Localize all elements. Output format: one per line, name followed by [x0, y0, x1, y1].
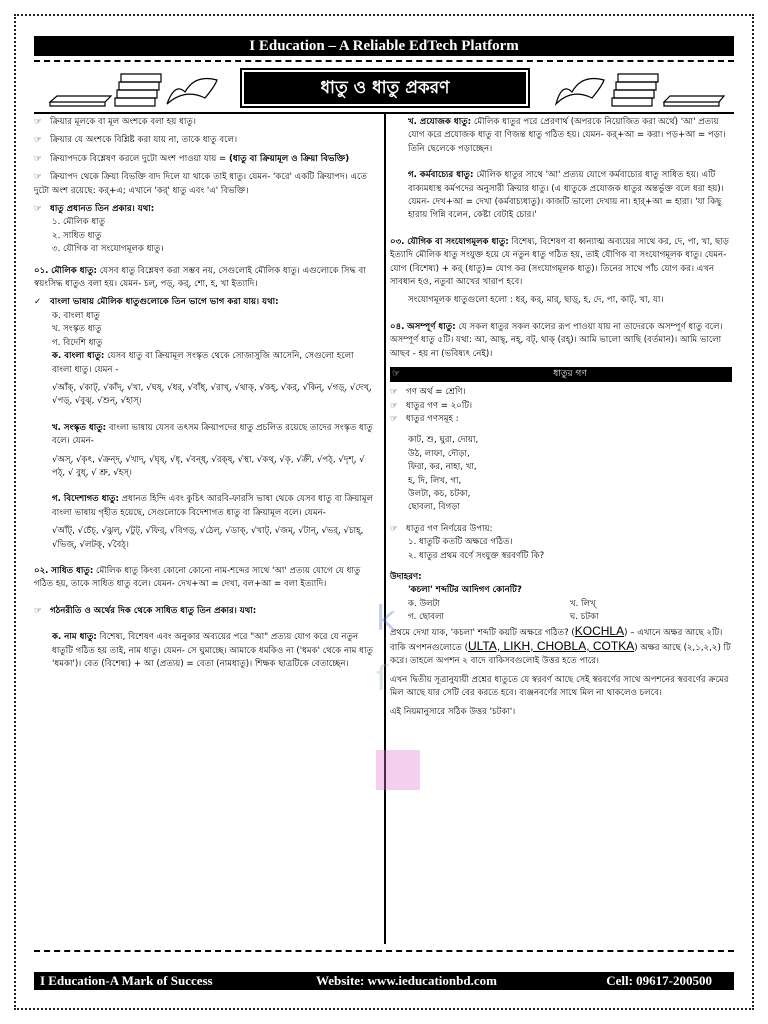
left-column: [34, 116, 376, 676]
text: প্রধানত হিন্দি এবং কুচিৎ আরবি-ফারসি ভাষা থেকে যেসব ধাতু বা ক্রিয়ামূল বাংলা ভাষায় গৃহীত হয়েছে, সেগুলোকে বিদেশাগত ধাতু বা ক্রিয়ামূল বলে। যেমন-: [52, 494, 374, 518]
list-item: গ. বিদেশি ধাতু: [52, 337, 103, 348]
list-item: ১. মৌলিক ধাতু: [52, 217, 106, 228]
pointer-hand-icon: ☞: [34, 172, 42, 183]
section-number: ০৪.: [390, 321, 405, 332]
check-mark-icon: ✓: [34, 297, 42, 308]
text: মৌলিক ধাতুর সাথে 'আ' প্রত্যয় যোগে কর্মবাচ্যের ধাতু সাধিত হয়। এটি বাক্যমধ্যস্থ কর্মপদের অনুসারী ক্রিয়ার ধাতু। (এ ধাতুকে প্রযোজক ধাতুর অন্তর্ভুক্ত বলে ধরা হয়)। যেমন- দেখ+আ = দেখা (কর্মবাচ্যধাতু)। কাজটি ভালো দেখায় না। হার্‌+আ = হারা। 'যা কিছু হারায় গিন্নি বলেন, কেষ্টা বেটাই চোর।': [408, 170, 724, 221]
options-row: [390, 611, 732, 624]
list-item: ছোবলা, বিগড়া: [408, 502, 460, 513]
column-divider: [384, 114, 386, 944]
books-icon: [552, 68, 727, 108]
text: ধাতু প্রধানত তিন প্রকার। যথা:: [50, 204, 155, 215]
section-heading: ক. নাম ধাতু:: [52, 632, 97, 643]
text: ULTA, LIKH, CHOBLA, COTKA: [467, 639, 635, 653]
section-heading: ক. বাংলা ধাতু:: [52, 351, 105, 362]
list-item: উঠ, লাফা, দৌড়া,: [408, 448, 470, 459]
text: ধাতুর গণ = ২০টি।: [406, 400, 473, 411]
section-number: ০২.: [34, 565, 49, 576]
footer-brand: I Education-A Mark of Success: [40, 973, 213, 988]
text: (ধাতু বা ক্রিয়ামূল ও ক্রিয়া বিভক্তি): [228, 153, 350, 164]
text: KOCHLA: [574, 623, 625, 638]
pointer-hand-icon: ☞: [392, 369, 401, 380]
text: ধাতুর গণসমূহ :: [406, 413, 459, 424]
list-item: কাট, শু, ঘুরা, দোয়া,: [408, 435, 479, 446]
section-heading: খ. প্রযোজক ধাতু:: [408, 117, 472, 127]
pointer-hand-icon: ☞: [390, 387, 398, 398]
text: ধাতুর গণ নির্ণয়ের উপায়:: [406, 523, 493, 534]
section-number: ০৩.: [390, 236, 405, 247]
section-heading: গ. কর্মবাচ্যের ধাতু:: [408, 170, 474, 181]
option: ঘ. চটকা: [570, 612, 599, 623]
example-label: উদাহরণ:: [390, 571, 422, 582]
text: ক্রিয়ার মূলকে বা মূল অংশকে বলা হয় ধাতু।: [50, 117, 196, 127]
text: সংযোগমূলক ধাতুগুলো হলো : ধর্‌, কর্‌, মার্‌, ছাড়্‌, হ, দে, পা, কাট্‌, খা, যা।: [408, 295, 664, 306]
section-heading: খ. সংস্কৃত ধাতু:: [52, 422, 107, 433]
pointer-hand-icon: ☞: [34, 605, 42, 616]
divider: [34, 60, 734, 62]
footer-cell: Cell: 09617-200500: [606, 973, 712, 988]
text: মৌলিক ধাতুর পরে প্রেরণার্থ (অপরকে নিয়োজিত করা অর্থে) 'আ' প্রত্যয় যোগ করে প্রযোজক ধাতু বা ণিজন্ত ধাতু গঠিত হয়। যেমন- কর্‌+আ = করা। পড়+আ = পড়া। তিনি ছেলেকে পড়াচ্ছেন।: [408, 117, 726, 154]
svg-text:ſ: ſ: [376, 659, 388, 699]
text: বিশেষ্য, বিশেষণ এবং অনুকার অব্যয়ের পরে "আ" প্রত্যয় যোগ করে যে নতুন ধাতুটি গঠিত হয় তাই, নাম ধাতু। যেমন- সে ঘুমাচ্ছে। আমাকে ধমকিও না ('ধমক' থেকে নাম ধাতু 'ধমকা')। বেত (বিশেষ্য) + আ (প্রত্যয়) = বেতা (নামধাতু)। শিক্ষক ছাত্রটিকে বেতাচ্ছেন।: [52, 632, 373, 669]
section-bar-title: ধাতুর গণ: [553, 369, 587, 380]
list-item: ৩. যৌগিক বা সংযোগমূলক ধাতু।: [52, 244, 164, 255]
question: 'কচলা' শব্দটির আদিগণ কোনটি?: [408, 585, 522, 596]
section-number: ০১.: [34, 265, 49, 276]
option: ক. উলটা: [408, 598, 440, 609]
footer-website: Website: www.ieducationbd.com: [316, 973, 497, 988]
text: বাংলা ভাষায় মৌলিক ধাতুগুলোকে তিন ভাগে ভাগ করা যায়। যথা:: [50, 297, 279, 308]
list-item: ২. সাধিত ধাতু: [52, 230, 102, 241]
list-item: খ. সংস্কৃত ধাতু: [52, 324, 102, 335]
option: খ. লিখ্‌: [570, 598, 596, 609]
text: বাংলা ভাষায় যেসব তৎসম ক্রিয়াপদের ধাতু প্রচলিত রয়েছে তাদের সংস্কৃত ধাতু বলে। যেমন-: [52, 422, 373, 447]
text: যেসব ধাতু বা ক্রিয়ামূল সংস্কৃত থেকে সোজাসুজি আসেনি, সেগুলো হলো বাংলা ধাতু। যেমন -: [52, 351, 354, 375]
list-item: উলটা, কচ, চটকা,: [408, 488, 471, 499]
text: ) অক্ষর আছে (২,১,২,২) টি করে। তাহলে অপশন ২ বাদে বাকিসবগুলোই উত্তর হতে পারে।: [390, 643, 731, 667]
text: ক্রিয়াপদকে বিশ্লেষণ করলে দুটো অংশ পাওয়া যায় =: [50, 153, 227, 164]
text: বিশেষ্য, বিশেষণ বা ধ্বন্যাত্ম অব্যয়ের সাথে কর, দে, পা, খা, ছাড় ইত্যাদি মৌলিক ধাতু সংযুক্ত হয়ে যে নতুন ধাতু গঠিত হয়, তাই যৌগিক বা সংযোগমূলক ধাতু। যেমন- যোগ (বিশেষ্য) + কর্‌ (ধাতু)= যোগ কর (সংযোগমূলক ধাতু)। তিনের সাথে পাঁচ যোগ কর। এখন সাবধান হও, নতুবা আখের খারাপ হবে।: [390, 236, 729, 288]
pointer-hand-icon: ☞: [390, 523, 398, 534]
pointer-hand-icon: ☞: [390, 400, 398, 411]
text: প্রথমে দেখা যাক, 'কচলা' শব্দটি কয়টি অক্ষরে গঠিত? (: [390, 627, 575, 638]
pointer-hand-icon: ☞: [34, 117, 42, 127]
page-title: ধাতু ও ধাতু প্রকরণ: [240, 68, 530, 108]
text: ক্রিয়াপদ থেকে ক্রিয়া বিভক্তি বাদ দিলে যা থাকে তাই ধাতু। যেমন- 'করে' একটি ক্রিয়াপদ। এতে দুটো অংশ রয়েছে: কর্‌+এ; এখানে 'কর্‌' ধাতু এবং 'এ' বিভক্তি।: [34, 172, 367, 196]
section-heading: গ. বিদেশাগত ধাতু:: [52, 494, 119, 505]
pointer-hand-icon: ☞: [34, 153, 42, 164]
text: গণ অর্থ = শ্রেণি।: [406, 387, 466, 398]
platform-banner: I Education – A Reliable EdTech Platform: [34, 36, 734, 56]
list-item: ক. বাংলা ধাতু: [52, 310, 100, 321]
divider: [34, 950, 734, 952]
books-icon: [45, 68, 220, 108]
text: গঠনরীতি ও অর্থের দিক থেকে সাধিত ধাতু তিন প্রকার। যথা:: [50, 605, 257, 616]
list-item: হ, দি, লিখ, গা,: [408, 475, 462, 486]
section-heading: যৌগিক বা সংযোগমূলক ধাতু:: [407, 236, 509, 247]
list-item: ১. ধাতুটি কতটি অক্ষরে গঠিত।: [408, 537, 513, 548]
section-heading: অসম্পূর্ণ ধাতু:: [407, 321, 456, 332]
option: গ. ছোবলা: [408, 612, 444, 623]
section-heading: সাধিত ধাতু:: [51, 565, 94, 576]
text: মৌলিক ধাতু কিংবা কোনো কোনো নাম-শব্দের সাথে 'আ' প্রত্যয় যোগে যে ধাতু গঠিত হয়, তাকে সাধিত ধাতু বলে। যেমন- দেখ+আ = দেখা, বল+আ = বলা ইত্যাদি।: [34, 565, 361, 590]
section-bar: [390, 367, 732, 382]
options-row: [390, 598, 732, 611]
pointer-hand-icon: ☞: [34, 135, 42, 146]
pointer-hand-icon: ☞: [34, 204, 42, 215]
text: ক্রিয়ার যে অংশকে বিশ্লিষ্ট করা যায় না, তাকে ধাতু বলে।: [50, 135, 238, 146]
list-item: ফিরা, কর, নাহা, খা,: [408, 462, 477, 473]
text: √অস্‌, √কৃৎ, √ক্রন্দ্‌, √খাদ্‌, √ঘৃষ্‌, √ধৃ, √বন্ধ্‌, √রক্ষ্‌, √স্থা, √কথ্‌, √কৃ, √ক্রী, √পঠ্‌, √দৃশ্‌, √ পঠ্‌, √ বুধ্‌, √ শ্রু, √হস্‌।: [52, 454, 365, 478]
text: এই নিয়মানুসারে সঠিক উত্তর 'চটকা'।: [390, 706, 516, 717]
text: √আঁট্‌, √চেঁচ্‌, √ঝুল্‌, √টুট্‌, √ফির্‌, √বিগড়্‌, √ঠেল্‌, √ডাক্‌, √খাট্‌, √জম্‌, √টান্‌, √ভর্‌, √চাহ্‌, √ভিজ্‌, √লটক্‌, √বৈঠ্‌।: [52, 526, 364, 550]
footer-bar: [34, 972, 734, 990]
text: ) – এখানে অক্ষর আছে ২টি। বাকি অপশনগুলোতে (: [390, 627, 723, 653]
text: যে সকল ধাতুর সকল কালের রূপ পাওয়া যায় না তাদেরকে অসম্পূর্ণ ধাতু বলে। অসম্পূর্ণ ধাতু ৫টি। যথা: আ, আছ্‌, নহ্‌, বট্‌, থাক্‌ (রহ্‌)। আমি ভালো আছি (বর্তমান)। আমি ভালো আছব - হয় না (ভবিষ্যৎ নেই)।: [390, 321, 723, 359]
right-column: [390, 116, 732, 724]
pointer-hand-icon: ☞: [390, 413, 398, 424]
section-heading: মৌলিক ধাতু:: [51, 265, 97, 276]
text: এখন দ্বিতীয় সূত্রানুযায়ী প্রশ্নের ধাতুতে যে স্বরবর্ণ আছে সেই স্বরবর্ণের সাথে অপশনের স্বরবর্ণের ক্রমের মিল আছে যার সেটি বের করতে হবে। ব্যঞ্জনবর্ণের সাথে মিল না থাকলেও চলবে।: [390, 674, 729, 699]
text: যেসব ধাতু বিশ্লেষণ করা সম্ভব নয়, সেগুলোই মৌলিক ধাতু। এগুলোকে সিদ্ধ বা স্বয়ংসিদ্ধ ধাতুও বলা হয়। যেমন- চল্‌, পড়্‌, কর্‌, শো, হ, খা ইত্যাদি।: [34, 265, 366, 290]
list-item: ২. ধাতুর প্রথম বর্ণে সংযুক্ত স্বরবর্ণটি কি?: [408, 550, 545, 561]
text: √আঁক্‌, √কাট্‌, √কাঁদ্‌, √খা, √ঘষ্‌, √ধর্‌, √বাঁধ্‌, √রাখ্‌, √থাক্‌, √কহ্‌, √কর্‌, √কিন্‌, √গড়্‌, √দেখ্‌, √পড়্‌, √বুঝ্‌, √শুন্‌, √হাস্‌।: [52, 382, 372, 407]
svg-text:k: k: [376, 600, 396, 639]
